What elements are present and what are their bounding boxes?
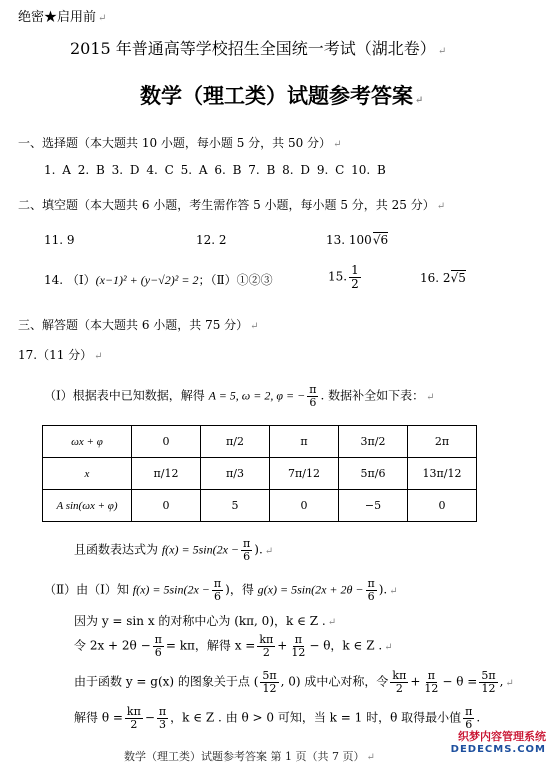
section1-answers: 1. A 2. B 3. D 4. C 5. A 6. B 7. B 8. D 9. C 10. B xyxy=(44,163,386,177)
table-row-label: ωx + φ xyxy=(43,426,132,458)
data-table xyxy=(42,425,477,522)
table-row-label: A sin(ωx + φ) xyxy=(43,490,132,522)
function-expression: 且函数表达式为 f(x) = 5sin(2x − $\frac{\pi}{6}$ ). ↵ xyxy=(74,537,274,563)
part2-line1: （Ⅱ）由（Ⅰ）知 f(x) = 5sin(2x − $\frac{\pi}{6}$ )，得 g(x) = 5sin(2x + 2θ − $\frac{\pi}{6}$ ). ↵ xyxy=(44,577,398,603)
table-cell: 13π/12 xyxy=(408,458,477,490)
table-cell: 2π xyxy=(408,426,477,458)
answer-13: 13. 100√6 xyxy=(326,233,389,247)
table-cell: 0 xyxy=(132,490,201,522)
table-cell: π/12 xyxy=(132,458,201,490)
watermark-line1: 织梦内容管理系统 xyxy=(458,730,546,743)
table-cell: 5 xyxy=(201,490,270,522)
table-row xyxy=(43,458,477,490)
secret-label: 绝密★启用前 ↵ xyxy=(18,10,107,25)
exam-title: 2015 年普通高等学校招生全国统一考试（湖北卷） ↵ xyxy=(70,39,447,58)
table-cell: π xyxy=(270,426,339,458)
section1-heading: 一、选择题（本大题共 10 小题，每小题 5 分，共 50 分） ↵ xyxy=(18,136,342,150)
page-footer: 数学（理工类）试题参考答案 第 1 页（共 7 页） ↵ xyxy=(124,750,375,763)
answer-14: 14. （Ⅰ）(x−1)² + (y−√2)² = 2；（Ⅱ）①②③ xyxy=(44,273,273,287)
table-row-label: x xyxy=(43,458,132,490)
answer-15: 15. $\frac{1}{2}$ xyxy=(328,263,359,291)
table-row xyxy=(43,426,477,458)
answer-12: 12. 2 xyxy=(196,233,227,247)
table-cell: π/3 xyxy=(201,458,270,490)
table-cell: 7π/12 xyxy=(270,458,339,490)
section3-heading: 三、解答题（本大题共 6 小题，共 75 分） ↵ xyxy=(18,318,259,332)
part2-line5: 解得 θ = $\frac{k\pi}{2}$ − $\frac{\pi}{3}$ ，k ∈ Z . 由 θ > 0 可知，当 k = 1 时，θ 取得最小值 $\frac{\pi}{6}$ . xyxy=(74,705,481,731)
part2-line4: 由于函数 y = g(x) 的图象关于点 ( $\frac{5\pi}{12}$ , 0) 成中心对称，令 $\frac{k\pi}{2}$ + $\frac{\pi}{12}$ − θ = $\frac{5\pi}{12}$ , ↵ xyxy=(74,669,514,695)
part2-line3: 令 2x + 2θ − $\frac{\pi}{6}$ = kπ，解得 x = $\frac{k\pi}{2}$ + $\frac{\pi}{12}$ − θ，k ∈ Z . ↵ xyxy=(74,633,393,659)
answer-11: 11. 9 xyxy=(44,233,75,247)
table-cell: 0 xyxy=(408,490,477,522)
section2-heading: 二、填空题（本大题共 6 小题，考生需作答 5 小题，每小题 5 分，共 25 分） ↵ xyxy=(18,198,446,212)
table-cell: 3π/2 xyxy=(339,426,408,458)
answer-16: 16. 2√5 xyxy=(420,271,466,285)
table-row xyxy=(43,490,477,522)
doc-title: 数学（理工类）试题参考答案 ↵ xyxy=(140,83,424,108)
table-cell: 5π/6 xyxy=(339,458,408,490)
table-cell: −5 xyxy=(339,490,408,522)
part2-line2: 因为 y = sin x 的对称中心为 (kπ, 0)，k ∈ Z . ↵ xyxy=(74,614,337,628)
table-cell: 0 xyxy=(270,490,339,522)
table-cell: 0 xyxy=(132,426,201,458)
question-17: 17.（11 分） ↵ xyxy=(18,348,103,362)
watermark-logo xyxy=(451,728,546,755)
part1-line: （Ⅰ）根据表中已知数据，解得 A = 5, ω = 2, φ = − $\frac{\pi}{6}$ . 数据补全如下表： ↵ xyxy=(44,383,435,409)
watermark-line2: DEDECMS.COM xyxy=(450,744,546,755)
table-cell: π/2 xyxy=(201,426,270,458)
